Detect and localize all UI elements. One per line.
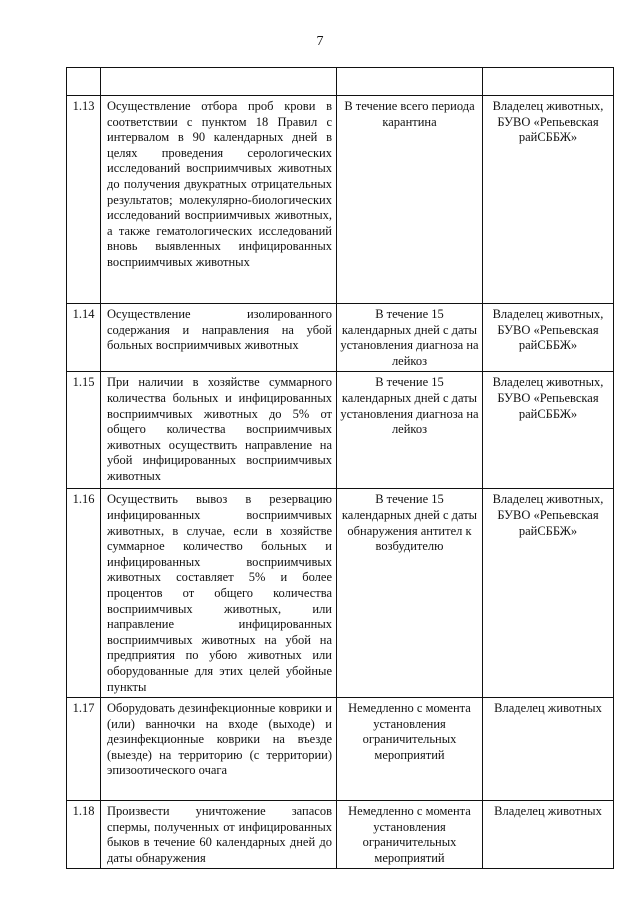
measure-deadline: Немедленно с момента установления ограничительных мероприятий (337, 801, 483, 869)
table-row (67, 801, 614, 869)
row-number: 1.14 (67, 304, 101, 372)
measure-responsible (483, 68, 614, 96)
measure-deadline (337, 68, 483, 96)
measure-description (101, 68, 337, 96)
measure-description: Осуществление изолированного содержания и направления на убой больных восприимчивых животных (101, 304, 337, 372)
row-number: 1.13 (67, 96, 101, 304)
measure-responsible: Владелец животных, БУВО «Репьевская райСББЖ» (483, 304, 614, 372)
measure-responsible: Владелец животных, БУВО «Репьевская райСББЖ» (483, 96, 614, 304)
row-number: 1.17 (67, 698, 101, 801)
measure-deadline: В течение 15 календарных дней с даты установления диагноза на лейкоз (337, 304, 483, 372)
table-row (67, 489, 614, 698)
row-number: 1.15 (67, 372, 101, 489)
measure-responsible: Владелец животных, БУВО «Репьевская райСББЖ» (483, 489, 614, 698)
row-number: 1.16 (67, 489, 101, 698)
measure-description: Осуществление отбора проб крови в соответствии с пунктом 18 Правил с интервалом в 90 календарных дней в целях проведения серологических исследований восприимчивых животных до получения двукратных отрицательных результатов; молекулярно-биологических исследований восприимчивых животных, а также гематологических исследований вновь выявленных инфицированных восприимчивых животных (101, 96, 337, 304)
measures-table (66, 67, 614, 869)
measure-responsible: Владелец животных, БУВО «Репьевская райСББЖ» (483, 372, 614, 489)
table-row (67, 698, 614, 801)
table-row (67, 96, 614, 304)
measure-deadline: В течение 15 календарных дней с даты установления диагноза на лейкоз (337, 372, 483, 489)
measure-deadline: Немедленно с момента установления ограничительных мероприятий (337, 698, 483, 801)
table-row-header-continuation (67, 68, 614, 96)
measure-deadline: В течение 15 календарных дней с даты обнаружения антител к возбудителю (337, 489, 483, 698)
row-number: 1.18 (67, 801, 101, 869)
measure-description: Оборудовать дезинфекционные коврики и (или) ванночки на входе (выходе) и дезинфекционные коврики на въезде (выезде) на территорию (с территории) эпизоотического очага (101, 698, 337, 801)
measure-deadline: В течение всего периода карантина (337, 96, 483, 304)
page-number: 7 (316, 34, 324, 49)
measure-responsible: Владелец животных (483, 801, 614, 869)
measure-description: Произвести уничтожение запасов спермы, полученных от инфицированных быков в течение 60 календарных дней до даты обнаружения (101, 801, 337, 869)
measure-description: При наличии в хозяйстве суммарного количества больных и инфицированных восприимчивых животных до 5% от общего количества восприимчивых животных осуществить направление на убой инфицированных восприимчивых животных (101, 372, 337, 489)
table-row (67, 304, 614, 372)
measure-description: Осуществить вывоз в резервацию инфицированных восприимчивых животных, в случае, если в хозяйстве суммарное количество больных и инфицированных восприимчивых животных составляет 5% и более процентов от общего количества восприимчивых животных, или направление инфицированных восприимчивых животных на убой на предприятия по убою животных или оборудованные для этих целей убойные пункты (101, 489, 337, 698)
table-row (67, 372, 614, 489)
row-number (67, 68, 101, 96)
measure-responsible: Владелец животных (483, 698, 614, 801)
